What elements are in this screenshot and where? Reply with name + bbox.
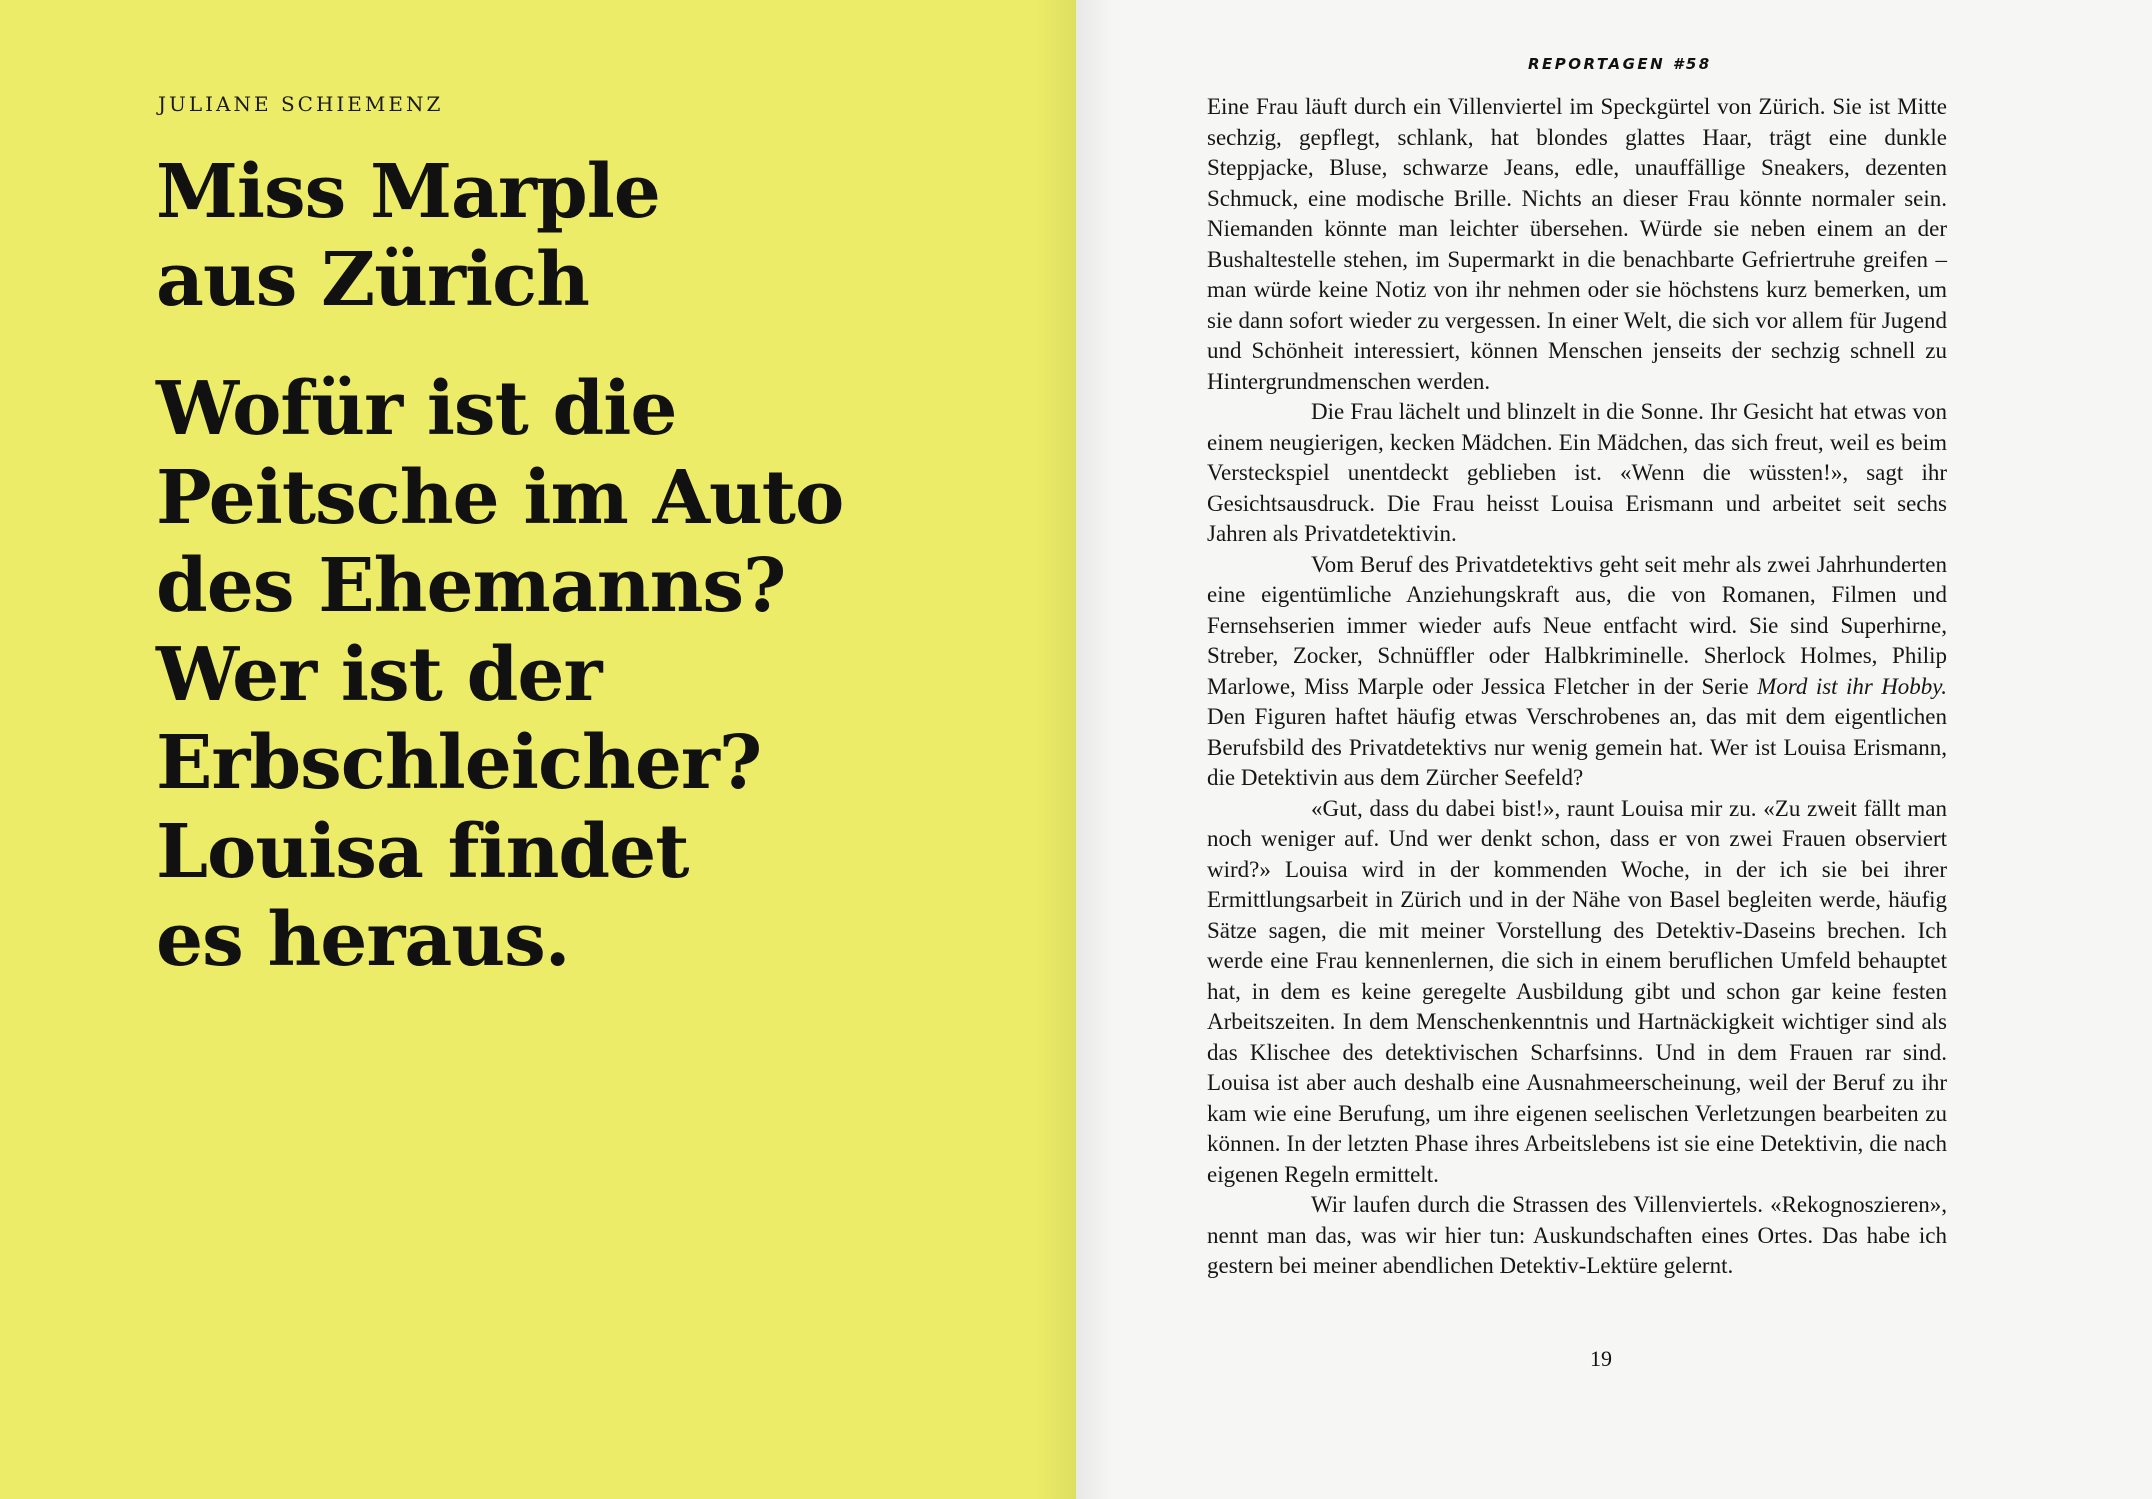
body-text [1207,92,1947,1282]
article-title: Miss Marple aus Zürich [156,149,660,323]
paragraph-text: Den Figuren haftet häufig etwas Verschrobenes an, das mit dem eigentlichen Berufsbild des Privatdetektivs nur wenig gemein hat. Wer ist Louisa Erismann, die Detektivin aus dem Zürcher Seefeld? [1207,704,1947,790]
body-paragraph [1207,550,1947,794]
article-dek: Wofür ist die Peitsche im Auto des Ehemanns? Wer ist der Erbschleicher? Louisa findet es heraus. [156,366,844,983]
body-paragraph: Wir laufen durch die Strassen des Villenviertels. «Rekognoszieren», nennt man das, was wir hier tun: Auskundschaften eines Ortes. Das habe ich gestern bei meiner abendlichen Detektiv-Lektüre gelernt. [1207,1192,1947,1278]
running-head: REPORTAGEN #58 [1528,55,1712,73]
paragraph-text: Vom Beruf des Privatdetektivs geht seit mehr als zwei Jahrhunderten eine eigentümliche Anziehungskraft aus, die von Romanen, Filmen und Fernsehserien immer wieder aufs Neue entfacht wird. Sie sind Superhirne, Streber, Zocker, Schnüffler oder Halbkriminelle. Sherlock Holmes, Philip Marlowe, Miss Marple oder Jessica Fletcher in der Serie [1207,551,1947,699]
gutter-shadow [1036,0,1076,1499]
gutter-shadow [1076,0,1112,1499]
author-name: JULIANE SCHIEMENZ [158,92,444,116]
body-paragraph: Eine Frau läuft durch ein Villenviertel im Speckgürtel von Zürich. Sie ist Mitte sechzig, gepflegt, schlank, hat blondes glattes Haar, trägt eine dunkle Steppjacke, Bluse, schwarze Jeans, edle, unauffällige Sneakers, dezenten Schmuck, eine modische Brille. Nichts an dieser Frau könnte normaler sein. Niemanden könnte man leichter übersehen. Würde sie neben einem an der Bushaltestelle stehen, im Supermarkt in die benachbarte Gefriertruhe greifen – man würde keine Notiz von ihr nehmen oder sie höchstens kurz bemerken, um sie dann sofort wieder zu vergessen. In einer Welt, die sich vor allem für Jugend und Schönheit interessiert, können Menschen jenseits der sechzig schnell zu Hintergrundmenschen werden. [1207,94,1947,394]
series-title-italic: Mord ist ihr Hobby. [1757,673,1947,699]
page-number: 19 [1590,1346,1612,1371]
body-paragraph: Die Frau lächelt und blinzelt in die Sonne. Ihr Gesicht hat etwas von einem neugierigen, kecken Mädchen. Ein Mädchen, das sich freut, weil es beim Versteckspiel unentdeckt geblieben ist. «Wenn die wüssten!», sagt ihr Gesichtsausdruck. Die Frau heisst Louisa Erismann und arbeitet seit sechs Jahren als Privatdetektivin. [1207,399,1947,546]
body-paragraph: «Gut, dass du dabei bist!», raunt Louisa mir zu. «Zu zweit fällt man noch weniger auf. Und wer denkt schon, dass er von zwei Frauen observiert wird?» Louisa wird in der kommenden Woche, in der ich sie bei ihrer Ermittlungsarbeit in Zürich und in der Nähe von Basel begleiten werde, häufig Sätze sagen, die mit meiner Vorstellung des Detektiv-Daseins brechen. Ich werde eine Frau kennenlernen, die sich in einem beruflichen Umfeld behauptet hat, in dem es keine geregelte Ausbildung gibt und schon gar keine festen Arbeitszeiten. In dem Menschenkenntnis und Hartnäckigkeit wichtiger sind als das Klischee des detektivischen Scharfsinns. Und in dem Frauen rar sind. Louisa ist aber auch deshalb eine Ausnahmeerscheinung, weil der Beruf zu ihr kam wie eine Berufung, um ihre eigenen seelischen Verletzungen bearbeiten zu können. In der letzten Phase ihres Arbeitslebens ist sie eine Detektivin, die nach eigenen Regeln ermittelt. [1207,795,1947,1187]
